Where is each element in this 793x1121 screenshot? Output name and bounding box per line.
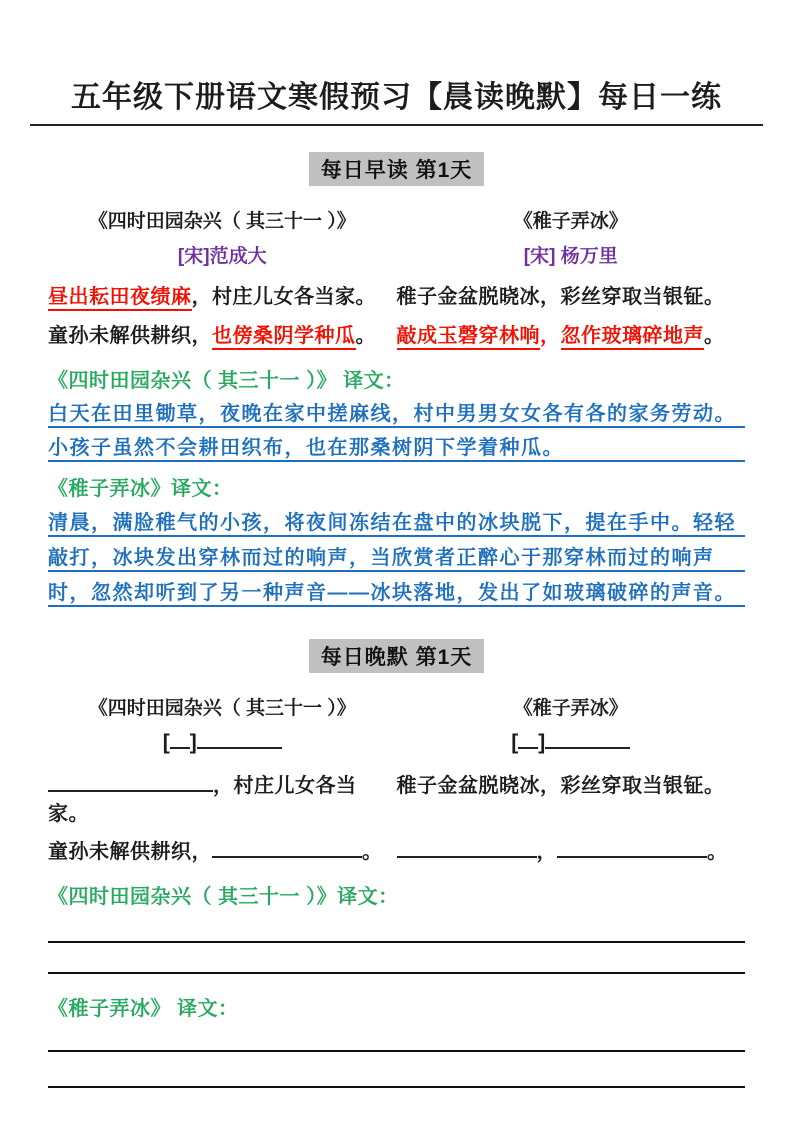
- translation1-line2: 小孩子虽然不会耕田织布，也在那桑树阴下学着种瓜。: [48, 428, 745, 462]
- dynasty-blank-1: [170, 733, 190, 749]
- fill-blank-4: [557, 842, 707, 858]
- evening-section-header: 每日晚默 第1天: [309, 639, 485, 673]
- poem2-author: [宋] 杨万里: [523, 246, 618, 267]
- fill-poem1-line2-end: 。: [362, 841, 383, 863]
- bracket-close: ]: [189, 731, 197, 754]
- fill-poem1-line2-start: 童孙未解供耕织，: [48, 841, 212, 863]
- page-header: [30, 72, 763, 126]
- poem1-line2-end: 。: [355, 325, 376, 347]
- poem2-line2-end: 。: [704, 325, 725, 347]
- poem1-line2-highlight: 也傍桑阴学种瓜: [212, 325, 356, 350]
- evening-section-row: [48, 639, 745, 673]
- evening-poem2-title: 《稚子弄冰》: [513, 698, 628, 719]
- fill-poem2-line2: [397, 838, 746, 866]
- poem2-line1: [397, 284, 746, 311]
- bracket-open-2: [: [511, 731, 519, 754]
- evening-author-blanks-row: [48, 730, 745, 756]
- evening-poem2-author-blank: [397, 730, 746, 756]
- fill-poem2-line1-text: 稚子金盆脱晓冰，彩丝穿取当银钲。: [396, 775, 725, 797]
- evening-poem-titles-row: [48, 693, 745, 720]
- poem1-title: 《四时田园杂兴（ 其三十一 ）》: [88, 211, 356, 232]
- poem1-line2: [48, 323, 397, 350]
- author-blank-1: [197, 733, 282, 749]
- poem1-line1: [48, 284, 397, 311]
- fill-poem2-line1: [397, 772, 746, 828]
- poem2-line2-highlight1: 敲成玉磬穿林响: [397, 325, 541, 350]
- evening-translation1-header: 《四时田园杂兴（ 其三十一 ）》译文：: [48, 886, 399, 908]
- morning-authors-row: [48, 241, 745, 268]
- evening-poem1-author-blank: [48, 730, 397, 756]
- poem1-line1-highlight: 昼出耘田夜绩麻: [48, 286, 192, 311]
- fill-blank-3: [397, 842, 537, 858]
- translation1-line1: 白天在田里锄草，夜晚在家中搓麻线，村中男男女女各有各的家务劳动。: [48, 394, 745, 428]
- fill-poem1-line1: [48, 772, 397, 828]
- morning-section-row: [48, 152, 745, 186]
- bracket-close-2: ]: [538, 731, 546, 754]
- translation1-header: 《四时田园杂兴（ 其三十一 ）》 译文：: [48, 370, 405, 392]
- poem2-line2-highlight2: 忽作玻璃碎地声: [561, 325, 705, 350]
- fill-line2-row: [48, 838, 745, 866]
- translation2-line1: 清晨，满脸稚气的小孩，将夜间冻结在盘中的冰块脱下，提在手中。轻轻: [48, 502, 745, 537]
- worksheet-page: [0, 72, 793, 1088]
- poem1-line1-rest: ，村庄儿女各当家。: [191, 286, 376, 308]
- writing-line-1: [48, 910, 745, 943]
- poem1-author: [宋]范成大: [177, 246, 267, 267]
- dynasty-blank-2: [518, 733, 538, 749]
- fill-poem1-line2: [48, 838, 397, 866]
- poem2-line2-comma: ，: [540, 325, 561, 347]
- evening-poem1-title: 《四时田园杂兴（ 其三十一 ）》: [88, 698, 356, 719]
- fill-line1-row: [48, 772, 745, 828]
- fill-poem2-line2-end: 。: [707, 841, 728, 863]
- bracket-open: [: [162, 731, 170, 754]
- fill-blank-2: [212, 842, 362, 858]
- worksheet-content: [30, 152, 763, 1088]
- poem2-title: 《稚子弄冰》: [513, 211, 628, 232]
- fill-poem1-line1-rest: ，村庄儿女各当家。: [48, 775, 357, 825]
- translation2-line2: 敲打，冰块发出穿林而过的响声，当欣赏者正醉心于那穿林而过的响声: [48, 537, 745, 572]
- page-title: 五年级下册语文寒假预习【晨读晚默】每日一练: [71, 81, 722, 114]
- translation2-header: 《稚子弄冰》译文：: [48, 478, 233, 500]
- writing-line-3: [48, 1022, 745, 1052]
- poem-line1-row: [48, 284, 745, 311]
- author-blank-2: [545, 733, 630, 749]
- writing-line-4: [48, 1052, 745, 1088]
- poem1-line2-start: 童孙未解供耕织，: [48, 325, 212, 347]
- writing-line-2: [48, 943, 745, 974]
- fill-blank-1: [48, 776, 213, 792]
- evening-translation2-header: 《稚子弄冰》 译文：: [48, 998, 239, 1020]
- morning-poem-titles-row: [48, 206, 745, 233]
- poem2-line2: [397, 323, 746, 350]
- morning-section-header: 每日早读 第1天: [309, 152, 485, 186]
- poem-line2-row: [48, 323, 745, 350]
- translation2-line3: 时，忽然却听到了另一种声音——冰块落地，发出了如玻璃破碎的声音。: [48, 572, 745, 607]
- fill-poem2-line2-comma: ，: [536, 841, 557, 863]
- poem2-line1-text: 稚子金盆脱晓冰，彩丝穿取当银钲。: [396, 286, 725, 308]
